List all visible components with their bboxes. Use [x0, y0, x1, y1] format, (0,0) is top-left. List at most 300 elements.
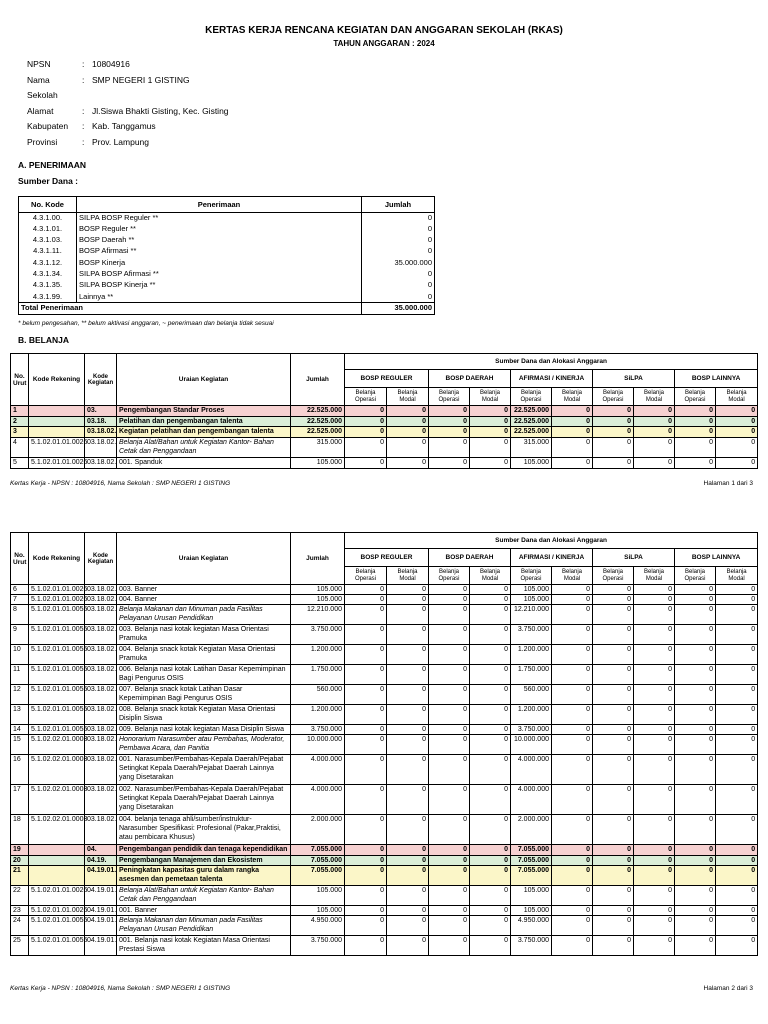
- alokasi-cell: 0: [345, 725, 387, 735]
- uraian-cell: 004. belanja tenaga ahli/sumber/instruktur-Narasumber Spesifikasi: Profesional (Pakar,Praktisi, atau pembicara Khusus): [117, 815, 291, 845]
- jumlah-cell: 7.055.000: [291, 866, 345, 886]
- alokasi-cell: 0: [345, 906, 387, 916]
- alokasi-cell: 0: [716, 458, 758, 469]
- alokasi-cell: 0: [593, 685, 634, 705]
- alokasi-cell: 0: [716, 916, 758, 936]
- penerimaan-row: [19, 224, 435, 235]
- kode-kegiatan-cell: 04.19.01.: [85, 906, 117, 916]
- penerimaan-cell: Lainnya **: [77, 292, 362, 303]
- alokasi-cell: 0: [593, 845, 634, 856]
- sub-header-operasi: Belanja Operasi: [429, 388, 470, 406]
- belanja-row: [11, 417, 758, 427]
- belanja-row: [11, 755, 758, 785]
- footnote: * belum pengesahan, ** belum aktivasi anggaran, ~ penerimaan dan belanja tidak sesuai: [18, 320, 274, 327]
- alokasi-cell: 0: [634, 427, 675, 438]
- alokasi-cell: 0: [345, 625, 387, 645]
- alokasi-cell: 0: [552, 685, 593, 705]
- alokasi-cell: 0: [716, 406, 758, 417]
- footer-page-number: Halaman 2 dari 3: [703, 985, 753, 992]
- alokasi-cell: 0: [345, 406, 387, 417]
- col-header-jumlah: Jumlah: [291, 354, 345, 406]
- alokasi-cell: 0: [675, 665, 716, 685]
- alokasi-cell: 0: [716, 645, 758, 665]
- alokasi-cell: 0: [470, 685, 511, 705]
- kode-rekening-cell: 5.1.02.01.01.0055: [29, 625, 85, 645]
- alokasi-cell: 0: [345, 438, 387, 458]
- uraian-cell: Pengembangan Standar Proses: [117, 406, 291, 417]
- jumlah-cell: 0: [362, 292, 435, 303]
- col-header-kode-rekening: Kode Rekening: [29, 354, 85, 406]
- penerimaan-cell: SILPA BOSP Kinerja **: [77, 280, 362, 291]
- alokasi-cell: 0: [470, 936, 511, 956]
- alokasi-cell: 22.525.000: [511, 406, 552, 417]
- page-subtitle: TAHUN ANGGARAN : 2024: [333, 39, 435, 48]
- sub-header-operasi: Belanja Operasi: [429, 567, 470, 585]
- penerimaan-cell: BOSP Afirmasi **: [77, 246, 362, 257]
- alokasi-cell: 0: [634, 866, 675, 886]
- jumlah-cell: 315.000: [291, 438, 345, 458]
- sumber-dana-label: Sumber Dana :: [18, 176, 78, 186]
- alokasi-cell: 0: [552, 755, 593, 785]
- jumlah-cell: 105.000: [291, 458, 345, 469]
- sub-header-operasi: Belanja Operasi: [511, 388, 552, 406]
- alokasi-cell: 2.000.000: [511, 815, 552, 845]
- alokasi-cell: 0: [716, 427, 758, 438]
- alokasi-cell: 0: [387, 936, 429, 956]
- alokasi-cell: 0: [716, 845, 758, 856]
- alokasi-cell: 0: [675, 595, 716, 605]
- alokasi-cell: 0: [675, 785, 716, 815]
- kode-cell: 4.3.1.12.: [19, 258, 77, 269]
- alokasi-cell: 0: [675, 458, 716, 469]
- alokasi-cell: 0: [387, 685, 429, 705]
- alokasi-cell: 0: [675, 735, 716, 755]
- no-cell: 10: [11, 645, 29, 665]
- jumlah-cell: 1.750.000: [291, 665, 345, 685]
- belanja-row: [11, 886, 758, 906]
- alokasi-cell: 0: [387, 856, 429, 866]
- kode-rekening-cell: 5.1.02.01.01.0026: [29, 886, 85, 906]
- belanja-row: [11, 645, 758, 665]
- alokasi-cell: 0: [552, 856, 593, 866]
- kode-rekening-cell: 5.1.02.01.01.0026: [29, 585, 85, 595]
- jumlah-cell: 10.000.000: [291, 735, 345, 755]
- info-label: NPSN: [27, 59, 51, 69]
- alokasi-cell: 0: [552, 936, 593, 956]
- kode-kegiatan-cell: 03.18.02.: [85, 735, 117, 755]
- alokasi-cell: 0: [634, 906, 675, 916]
- kode-rekening-cell: [29, 856, 85, 866]
- jumlah-cell: 105.000: [291, 886, 345, 906]
- alokasi-cell: 0: [429, 705, 470, 725]
- alokasi-cell: 0: [429, 438, 470, 458]
- alokasi-cell: 0: [387, 665, 429, 685]
- alokasi-cell: 0: [345, 427, 387, 438]
- uraian-cell: 006. Belanja nasi kotak Latihan Dasar Kepemimpinan Bagi Pengurus OSIS: [117, 665, 291, 685]
- sub-header-modal: Belanja Modal: [634, 567, 675, 585]
- source-header: BOSP LAINNYA: [675, 370, 758, 388]
- info-label: Provinsi: [27, 136, 58, 147]
- kode-rekening-cell: 5.1.02.01.01.0026: [29, 438, 85, 458]
- alokasi-cell: 0: [345, 417, 387, 427]
- alokasi-cell: 0: [552, 625, 593, 645]
- info-label: Alamat: [27, 105, 54, 116]
- no-cell: 7: [11, 595, 29, 605]
- kode-kegiatan-cell: 04.19.01.: [85, 866, 117, 886]
- alokasi-cell: 0: [470, 406, 511, 417]
- kode-rekening-cell: 5.1.02.01.01.0026: [29, 595, 85, 605]
- alokasi-cell: 0: [387, 735, 429, 755]
- sub-header-modal: Belanja Modal: [387, 567, 429, 585]
- alokasi-cell: 0: [675, 625, 716, 645]
- uraian-cell: Pelatihan dan pengembangan talenta: [117, 417, 291, 427]
- penerimaan-row: [19, 269, 435, 280]
- alokasi-cell: 0: [593, 755, 634, 785]
- footer-left: Kertas Kerja - NPSN : 10804916, Nama Sekolah : SMP NEGERI 1 GISTING: [10, 480, 231, 487]
- alokasi-cell: 0: [429, 725, 470, 735]
- belanja-row: [11, 815, 758, 845]
- col-header-no: No. Urut: [11, 533, 29, 585]
- alokasi-cell: 0: [634, 417, 675, 427]
- alokasi-cell: 0: [675, 685, 716, 705]
- alokasi-cell: 0: [429, 815, 470, 845]
- belanja-row: [11, 856, 758, 866]
- alokasi-cell: 0: [552, 605, 593, 625]
- uraian-cell: Kegiatan pelatihan dan pengembangan talenta: [117, 427, 291, 438]
- alokasi-cell: 0: [552, 438, 593, 458]
- uraian-cell: Pengembangan Manajemen dan Ekosistem: [117, 856, 291, 866]
- alokasi-cell: 0: [593, 585, 634, 595]
- alokasi-cell: 0: [470, 845, 511, 856]
- alokasi-cell: 0: [345, 886, 387, 906]
- alokasi-cell: 0: [634, 438, 675, 458]
- no-cell: 25: [11, 936, 29, 956]
- kode-kegiatan-cell: 03.18.02.: [85, 458, 117, 469]
- alokasi-cell: 0: [675, 417, 716, 427]
- sub-header-operasi: Belanja Operasi: [511, 567, 552, 585]
- info-row: Alamat : Jl.Siswa Bhakti Gisting, Kec. Gisting: [27, 104, 229, 120]
- kode-kegiatan-cell: 03.18.02.: [85, 685, 117, 705]
- belanja-row: [11, 705, 758, 725]
- info-label: Kabupaten: [27, 121, 69, 131]
- alokasi-cell: 0: [716, 665, 758, 685]
- alokasi-cell: 0: [387, 438, 429, 458]
- alokasi-cell: 0: [429, 427, 470, 438]
- alokasi-cell: 0: [716, 866, 758, 886]
- no-cell: 19: [11, 845, 29, 856]
- source-header: BOSP REGULER: [345, 370, 429, 388]
- alokasi-cell: 0: [634, 815, 675, 845]
- alokasi-cell: 0: [552, 735, 593, 755]
- uraian-cell: 009. Belanja nasi kotak kegiatan Masa Disiplin Siswa: [117, 725, 291, 735]
- belanja-row: [11, 585, 758, 595]
- alokasi-cell: 0: [675, 406, 716, 417]
- penerimaan-row: [19, 258, 435, 269]
- alokasi-cell: 0: [716, 815, 758, 845]
- alokasi-cell: 105.000: [511, 458, 552, 469]
- alokasi-cell: 0: [429, 645, 470, 665]
- info-value: 10804916: [92, 59, 130, 69]
- sub-header-modal: Belanja Modal: [716, 567, 758, 585]
- jumlah-cell: 105.000: [291, 585, 345, 595]
- info-value: Jl.Siswa Bhakti Gisting, Kec. Gisting: [92, 105, 229, 116]
- alokasi-cell: 0: [634, 595, 675, 605]
- alokasi-cell: 0: [552, 845, 593, 856]
- alokasi-cell: 0: [716, 705, 758, 725]
- kode-kegiatan-cell: 03.18.02.: [85, 665, 117, 685]
- alokasi-cell: 0: [593, 936, 634, 956]
- alokasi-cell: 0: [634, 585, 675, 595]
- no-cell: 5: [11, 458, 29, 469]
- alokasi-cell: 0: [470, 417, 511, 427]
- alokasi-cell: 0: [387, 625, 429, 645]
- alokasi-cell: 0: [552, 427, 593, 438]
- alokasi-cell: 0: [552, 645, 593, 665]
- alokasi-cell: 1.200.000: [511, 705, 552, 725]
- uraian-cell: Pengembangan pendidik dan tenaga kependidikan: [117, 845, 291, 856]
- alokasi-cell: 0: [634, 705, 675, 725]
- belanja-row: [11, 725, 758, 735]
- alokasi-cell: 0: [387, 585, 429, 595]
- alokasi-cell: 0: [552, 406, 593, 417]
- info-label: Nama Sekolah: [27, 74, 58, 100]
- alokasi-cell: 22.525.000: [511, 417, 552, 427]
- alokasi-cell: 0: [387, 916, 429, 936]
- belanja-row: [11, 665, 758, 685]
- alokasi-cell: 0: [345, 755, 387, 785]
- alokasi-cell: 0: [552, 417, 593, 427]
- alokasi-cell: 7.055.000: [511, 866, 552, 886]
- footer-page-number: Halaman 1 dari 3: [703, 480, 753, 487]
- page-1: [0, 0, 768, 505]
- kode-rekening-cell: 5.1.02.02.01.0003: [29, 755, 85, 785]
- alokasi-cell: 0: [470, 866, 511, 886]
- jumlah-cell: 35.000.000: [362, 258, 435, 269]
- alokasi-cell: 0: [593, 605, 634, 625]
- alokasi-cell: 0: [470, 458, 511, 469]
- source-header: BOSP REGULER: [345, 549, 429, 567]
- alokasi-cell: 0: [675, 856, 716, 866]
- sub-header-operasi: Belanja Operasi: [593, 567, 634, 585]
- alokasi-cell: 0: [593, 705, 634, 725]
- kode-rekening-cell: 5.1.02.01.01.0055: [29, 605, 85, 625]
- alokasi-cell: 0: [387, 645, 429, 665]
- alokasi-cell: 0: [675, 585, 716, 595]
- alokasi-cell: 0: [429, 906, 470, 916]
- jumlah-cell: 22.525.000: [291, 406, 345, 417]
- alokasi-cell: 0: [470, 906, 511, 916]
- alokasi-cell: 0: [387, 725, 429, 735]
- kode-kegiatan-cell: 03.18.02.: [85, 755, 117, 785]
- sub-header-modal: Belanja Modal: [552, 567, 593, 585]
- alokasi-cell: 7.055.000: [511, 856, 552, 866]
- source-header: SiLPA: [593, 549, 675, 567]
- alokasi-cell: 0: [675, 605, 716, 625]
- belanja-row: [11, 685, 758, 705]
- info-value: Kab. Tanggamus: [92, 121, 156, 131]
- jumlah-cell: 0: [362, 213, 435, 224]
- sub-header-operasi: Belanja Operasi: [593, 388, 634, 406]
- alokasi-cell: 0: [345, 458, 387, 469]
- alokasi-cell: 0: [593, 906, 634, 916]
- alokasi-cell: 0: [387, 427, 429, 438]
- jumlah-cell: 22.525.000: [291, 427, 345, 438]
- alokasi-cell: 4.950.000: [511, 916, 552, 936]
- alokasi-cell: 0: [552, 916, 593, 936]
- alokasi-cell: 0: [470, 725, 511, 735]
- alokasi-cell: 315.000: [511, 438, 552, 458]
- alokasi-cell: 0: [675, 645, 716, 665]
- uraian-cell: 001. Belanja nasi kotak Kegiatan Masa Orientasi Prestasi Siswa: [117, 936, 291, 956]
- kode-cell: 4.3.1.11.: [19, 246, 77, 257]
- alokasi-cell: 0: [716, 585, 758, 595]
- info-row: NPSN : 10804916: [27, 57, 229, 73]
- kode-kegiatan-cell: 03.18.02.: [85, 725, 117, 735]
- alokasi-cell: 0: [429, 406, 470, 417]
- alokasi-cell: 0: [552, 725, 593, 735]
- sub-header-modal: Belanja Modal: [470, 388, 511, 406]
- kode-kegiatan-cell: 03.18.02.: [85, 605, 117, 625]
- alokasi-cell: 0: [716, 936, 758, 956]
- kode-rekening-cell: 5.1.02.01.01.0055: [29, 725, 85, 735]
- alokasi-cell: 0: [345, 705, 387, 725]
- alokasi-cell: 0: [470, 595, 511, 605]
- alokasi-cell: 0: [593, 665, 634, 685]
- alokasi-cell: 0: [345, 845, 387, 856]
- no-cell: 2: [11, 417, 29, 427]
- alokasi-cell: 0: [387, 705, 429, 725]
- jumlah-cell: 1.200.000: [291, 645, 345, 665]
- jumlah-cell: 12.210.000: [291, 605, 345, 625]
- sub-header-operasi: Belanja Operasi: [345, 567, 387, 585]
- alokasi-cell: 0: [593, 785, 634, 815]
- alokasi-cell: 0: [470, 916, 511, 936]
- jumlah-cell: 3.750.000: [291, 936, 345, 956]
- kode-kegiatan-cell: 03.18.02.: [85, 427, 117, 438]
- alokasi-cell: 10.000.000: [511, 735, 552, 755]
- alokasi-cell: 0: [716, 785, 758, 815]
- alokasi-cell: 0: [593, 645, 634, 665]
- sub-header-operasi: Belanja Operasi: [675, 567, 716, 585]
- info-row: Kabupaten : Kab. Tanggamus: [27, 119, 229, 135]
- alokasi-cell: 0: [634, 886, 675, 906]
- kode-rekening-cell: 5.1.02.02.01.0003: [29, 785, 85, 815]
- alokasi-cell: 0: [387, 866, 429, 886]
- alokasi-cell: 0: [675, 705, 716, 725]
- kode-kegiatan-cell: 03.18.02.: [85, 785, 117, 815]
- belanja-row: [11, 916, 758, 936]
- alokasi-cell: 0: [593, 725, 634, 735]
- alokasi-cell: 4.000.000: [511, 755, 552, 785]
- info-row: Provinsi : Prov. Lampung: [27, 135, 229, 151]
- kode-kegiatan-cell: 03.18.02.: [85, 625, 117, 645]
- kode-cell: 4.3.1.00.: [19, 213, 77, 224]
- alokasi-cell: 0: [716, 906, 758, 916]
- kode-kegiatan-cell: 03.18.02.: [85, 815, 117, 845]
- no-cell: 4: [11, 438, 29, 458]
- alokasi-cell: 0: [345, 866, 387, 886]
- uraian-cell: 001. Spanduk: [117, 458, 291, 469]
- sub-header-modal: Belanja Modal: [470, 567, 511, 585]
- alokasi-cell: 0: [470, 625, 511, 645]
- alokasi-cell: 0: [429, 595, 470, 605]
- info-row: Nama Sekolah : SMP NEGERI 1 GISTING: [27, 73, 229, 104]
- alokasi-cell: 0: [429, 845, 470, 856]
- section-b-title: B. BELANJA: [18, 335, 70, 345]
- alokasi-cell: 0: [716, 685, 758, 705]
- col-header-kode-kegiatan: Kode Kegiatan: [85, 533, 117, 585]
- alokasi-cell: 0: [429, 585, 470, 595]
- kode-rekening-cell: [29, 406, 85, 417]
- kode-rekening-cell: [29, 845, 85, 856]
- no-cell: 21: [11, 866, 29, 886]
- alokasi-cell: 0: [675, 755, 716, 785]
- alokasi-cell: 0: [675, 427, 716, 438]
- alokasi-cell: 0: [552, 866, 593, 886]
- col-header-uraian: Uraian Kegiatan: [117, 354, 291, 406]
- kode-kegiatan-cell: 04.19.: [85, 856, 117, 866]
- alokasi-cell: 0: [716, 438, 758, 458]
- alokasi-cell: 0: [387, 755, 429, 785]
- alokasi-cell: 0: [593, 458, 634, 469]
- alokasi-cell: 0: [470, 705, 511, 725]
- col-header-uraian: Uraian Kegiatan: [117, 533, 291, 585]
- uraian-cell: Belanja Alat/Bahan untuk Kegiatan Kantor- Bahan Cetak dan Penggandaan: [117, 886, 291, 906]
- alokasi-cell: 0: [345, 936, 387, 956]
- info-value: SMP NEGERI 1 GISTING: [92, 74, 190, 85]
- no-cell: 11: [11, 665, 29, 685]
- no-cell: 1: [11, 406, 29, 417]
- jumlah-cell: 560.000: [291, 685, 345, 705]
- alokasi-cell: 0: [716, 755, 758, 785]
- sub-header-modal: Belanja Modal: [387, 388, 429, 406]
- section-a-title: A. PENERIMAAN: [18, 160, 87, 170]
- alokasi-cell: 0: [387, 417, 429, 427]
- alokasi-cell: 0: [429, 886, 470, 906]
- uraian-cell: 008. Belanja snack kotak Kegiatan Masa Orientasi Disiplin Siswa: [117, 705, 291, 725]
- alokasi-cell: 0: [593, 886, 634, 906]
- alokasi-cell: 3.750.000: [511, 936, 552, 956]
- alokasi-cell: 0: [345, 685, 387, 705]
- alokasi-cell: 0: [429, 665, 470, 685]
- kode-kegiatan-cell: 04.: [85, 845, 117, 856]
- kode-cell: 4.3.1.01.: [19, 224, 77, 235]
- alokasi-cell: 0: [345, 585, 387, 595]
- alokasi-cell: 0: [429, 458, 470, 469]
- alokasi-cell: 0: [470, 585, 511, 595]
- penerimaan-cell: BOSP Kinerja: [77, 258, 362, 269]
- penerimaan-row: [19, 235, 435, 246]
- alokasi-cell: 0: [634, 755, 675, 785]
- penerimaan-cell: BOSP Reguler **: [77, 224, 362, 235]
- alokasi-cell: 0: [593, 815, 634, 845]
- belanja-table-page-1: [10, 353, 758, 469]
- alokasi-cell: 0: [470, 785, 511, 815]
- alokasi-cell: 0: [634, 625, 675, 645]
- alokasi-cell: 0: [593, 417, 634, 427]
- no-cell: 8: [11, 605, 29, 625]
- alokasi-cell: 0: [470, 755, 511, 785]
- kode-rekening-cell: 5.1.02.01.01.0055: [29, 916, 85, 936]
- source-header: BOSP DAERAH: [429, 549, 511, 567]
- no-cell: 23: [11, 906, 29, 916]
- no-cell: 22: [11, 886, 29, 906]
- alokasi-cell: 0: [675, 845, 716, 856]
- kode-rekening-cell: [29, 417, 85, 427]
- jumlah-cell: 7.055.000: [291, 856, 345, 866]
- alokasi-cell: 0: [716, 886, 758, 906]
- alokasi-cell: 0: [716, 725, 758, 735]
